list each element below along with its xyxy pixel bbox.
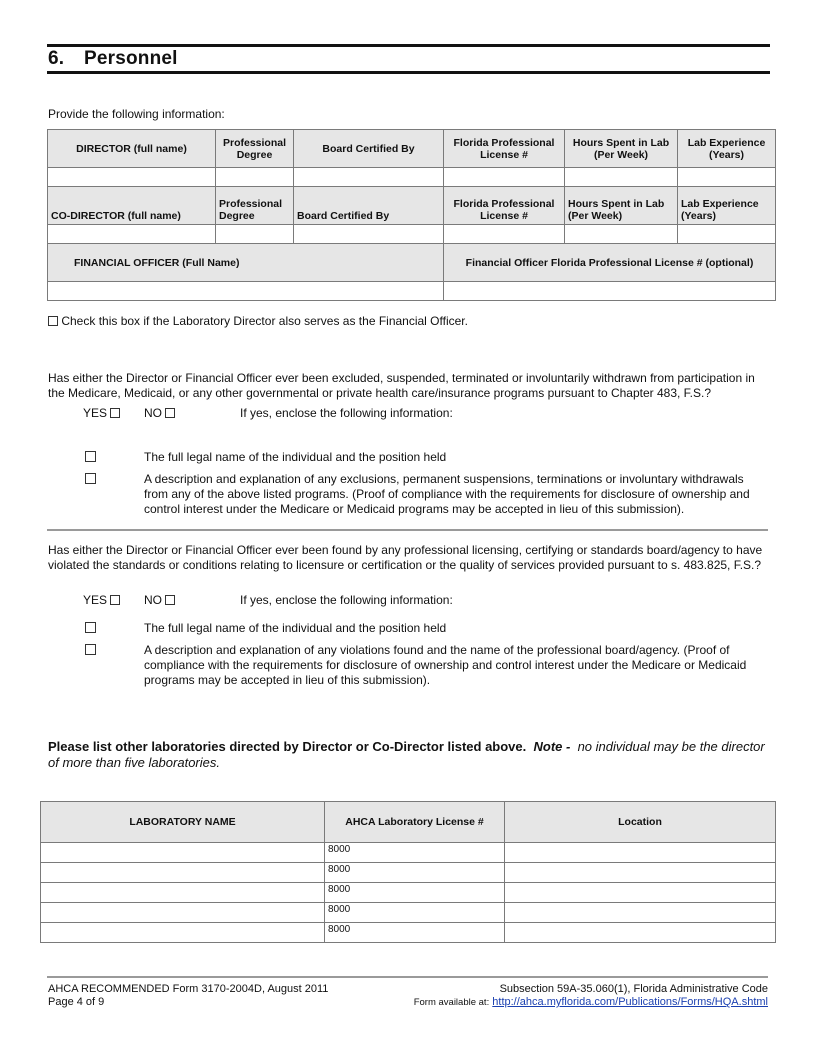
footer-rule — [47, 976, 768, 978]
question1-yes-label: YES — [83, 406, 108, 420]
lab-name-header: LABORATORY NAME — [41, 802, 325, 843]
lab-location-field[interactable] — [505, 903, 776, 923]
table-row — [41, 883, 776, 903]
director-name-header: DIRECTOR (full name) — [48, 130, 216, 168]
director-degree-field[interactable] — [216, 168, 294, 187]
question2-yes-label: YES — [83, 593, 108, 607]
footer-right — [414, 983, 768, 1009]
director-experience-header: Lab Experience (Years) — [678, 130, 776, 168]
question1-item2-text: A description and explanation of any exclusions, permanent suspensions, terminations or involuntary withdrawals from any of the above listed programs. (Proof of compliance with the requirements for disclosure of ownership and control interest under the Medicare or Medicaid programs may be accepted in lieu of this submission). — [144, 472, 750, 516]
financial-officer-license-field[interactable] — [444, 282, 776, 301]
codirector-board-field[interactable] — [294, 225, 444, 244]
question2-if-yes: If yes, enclose the following information: — [240, 593, 453, 607]
question1-yes — [83, 406, 120, 421]
lab-name-field[interactable] — [41, 843, 325, 863]
lab-location-field[interactable] — [505, 863, 776, 883]
table-row — [41, 863, 776, 883]
table-row — [41, 903, 776, 923]
question1-if-yes: If yes, enclose the following information: — [240, 406, 453, 420]
codirector-license-field[interactable] — [444, 225, 565, 244]
question1-item1-checkbox[interactable] — [85, 451, 96, 462]
footer-form-link[interactable]: http://ahca.myflorida.com/Publications/Forms/HQA.shtml — [492, 996, 768, 1008]
section-separator — [47, 529, 768, 531]
question2-yes-checkbox[interactable] — [110, 595, 120, 605]
other-labs-header-row — [41, 802, 776, 843]
codirector-header-row — [48, 187, 776, 225]
director-board-header: Board Certified By — [294, 130, 444, 168]
financial-header-row — [48, 244, 776, 282]
director-board-field[interactable] — [294, 168, 444, 187]
question1-item1-text: The full legal name of the individual and the position held — [144, 450, 447, 464]
lab-name-field[interactable] — [41, 923, 325, 943]
other-labs-instruction — [48, 739, 773, 771]
question2-yes — [83, 593, 120, 608]
question2-no-label: NO — [144, 593, 162, 607]
codirector-board-header: Board Certified By — [294, 187, 444, 225]
director-is-fo-row — [48, 314, 468, 329]
financial-officer-name-field[interactable] — [48, 282, 444, 301]
section-number: 6. — [48, 48, 65, 69]
lab-license-field[interactable]: 8000 — [325, 923, 505, 943]
director-degree-header: Professional Degree — [216, 130, 294, 168]
other-labs-note-text: no individual may be the director of more than five laboratories. — [48, 739, 765, 770]
codirector-hours-field[interactable] — [565, 225, 678, 244]
lab-license-header: AHCA Laboratory License # — [325, 802, 505, 843]
footer-admin-code: Subsection 59A-35.060(1), Florida Administrative Code — [499, 983, 768, 995]
lab-name-field[interactable] — [41, 883, 325, 903]
director-is-fo-label: Check this box if the Laboratory Director also serves as the Financial Officer. — [61, 314, 468, 328]
codirector-hours-header: Hours Spent in Lab (Per Week) — [565, 187, 678, 225]
question1-no — [144, 406, 175, 421]
title-underline — [47, 71, 770, 74]
lab-license-field[interactable]: 8000 — [325, 863, 505, 883]
financial-entry-row — [48, 282, 776, 301]
lab-name-field[interactable] — [41, 903, 325, 923]
footer-left — [48, 983, 328, 1009]
financial-officer-name-header: FINANCIAL OFFICER (Full Name) — [48, 244, 444, 282]
question1-no-label: NO — [144, 406, 162, 420]
codirector-degree-header: Professional Degree — [216, 187, 294, 225]
top-rule — [47, 44, 770, 47]
intro-text: Provide the following information: — [48, 107, 225, 121]
director-entry-row — [48, 168, 776, 187]
other-labs-instruction-bold: Please list other laboratories directed by Director or Co-Director listed above. — [48, 739, 527, 754]
question1-no-checkbox[interactable] — [165, 408, 175, 418]
question2-no — [144, 593, 175, 608]
question2-no-checkbox[interactable] — [165, 595, 175, 605]
table-row — [41, 923, 776, 943]
lab-location-field[interactable] — [505, 883, 776, 903]
lab-location-field[interactable] — [505, 923, 776, 943]
codirector-degree-field[interactable] — [216, 225, 294, 244]
footer-form-id: AHCA RECOMMENDED Form 3170-2004D, August 2011 — [48, 983, 329, 995]
question1-item2-checkbox[interactable] — [85, 473, 96, 484]
lab-license-field[interactable]: 8000 — [325, 843, 505, 863]
codirector-entry-row — [48, 225, 776, 244]
director-license-field[interactable] — [444, 168, 565, 187]
codirector-name-field[interactable] — [48, 225, 216, 244]
director-header-row — [48, 130, 776, 168]
question1-yes-checkbox[interactable] — [110, 408, 120, 418]
question2-item2-checkbox[interactable] — [85, 644, 96, 655]
question2-item1-checkbox[interactable] — [85, 622, 96, 633]
lab-license-field[interactable]: 8000 — [325, 883, 505, 903]
codirector-experience-field[interactable] — [678, 225, 776, 244]
director-license-header: Florida Professional License # — [444, 130, 565, 168]
codirector-experience-header: Lab Experience (Years) — [678, 187, 776, 225]
other-labs-table — [40, 801, 776, 943]
director-experience-field[interactable] — [678, 168, 776, 187]
lab-location-field[interactable] — [505, 843, 776, 863]
question2-item2-text: A description and explanation of any violations found and the name of the professional board/agency. (Proof of compliance with the requirements for disclosure of ownership and control interest under the Medicare or Medicaid programs may be accepted in lieu of this submission). — [144, 643, 747, 687]
other-labs-note-label: Note - — [533, 739, 571, 754]
lab-location-header: Location — [505, 802, 776, 843]
director-hours-header: Hours Spent in Lab (Per Week) — [565, 130, 678, 168]
codirector-license-header: Florida Professional License # — [444, 187, 565, 225]
director-hours-field[interactable] — [565, 168, 678, 187]
question2-text: Has either the Director or Financial Officer ever been found by any professional licensing, certifying or standards board/agency to have violated the standards or conditions relating to licensure or certification or the quality of services provided pursuant to s. 483.825, F.S.? — [48, 543, 763, 572]
lab-name-field[interactable] — [41, 863, 325, 883]
section-name: Personnel — [84, 48, 178, 69]
table-row — [41, 843, 776, 863]
footer-page-number: Page 4 of 9 — [48, 996, 105, 1008]
codirector-name-header: CO-DIRECTOR (full name) — [48, 187, 216, 225]
director-is-fo-checkbox[interactable] — [48, 316, 58, 326]
personnel-table — [47, 129, 776, 301]
section-title — [48, 48, 178, 70]
question1-text: Has either the Director or Financial Officer ever been excluded, suspended, terminated or involuntarily withdrawn from participation in the Medicare, Medicaid, or any other governmental or private health care/insurance programs pursuant to Chapter 483, F.S.? — [48, 371, 755, 400]
footer-available-label: Form available at: — [413, 997, 490, 1008]
director-name-field[interactable] — [48, 168, 216, 187]
lab-license-field[interactable]: 8000 — [325, 903, 505, 923]
financial-officer-license-header: Financial Officer Florida Professional License # (optional) — [444, 244, 776, 282]
question2-item1-text: The full legal name of the individual and the position held — [144, 621, 447, 635]
